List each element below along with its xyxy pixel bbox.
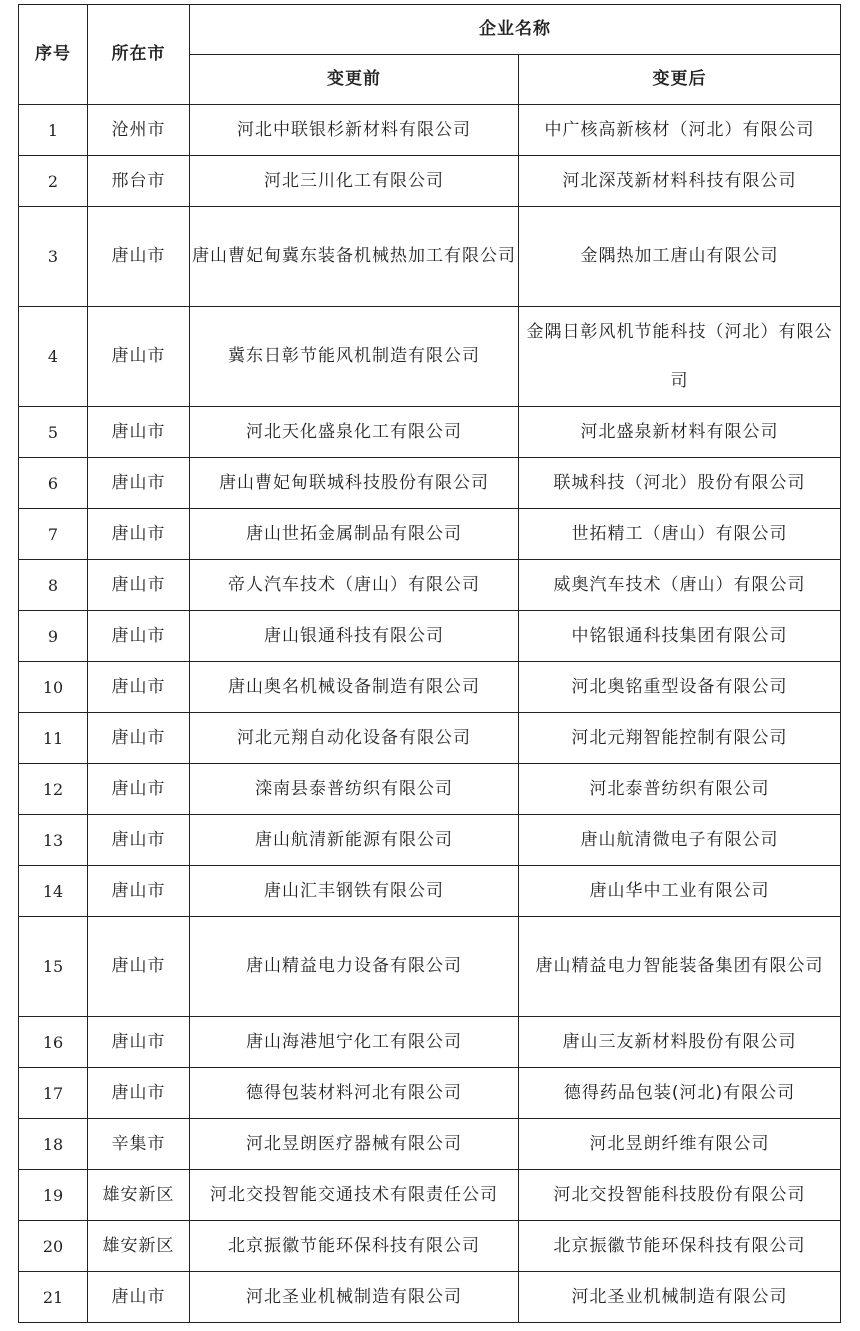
header-before: 变更前	[190, 55, 519, 105]
row-name-after: 河北圣业机械制造有限公司	[519, 1272, 841, 1323]
row-name-before: 滦南县泰普纺织有限公司	[190, 764, 519, 815]
table-row	[19, 307, 841, 407]
header-company-name: 企业名称	[190, 5, 841, 55]
row-number: 21	[19, 1272, 88, 1323]
row-name-before: 河北圣业机械制造有限公司	[190, 1272, 519, 1323]
row-name-before: 德得包装材料河北有限公司	[190, 1068, 519, 1119]
row-name-after: 河北深茂新材料科技有限公司	[519, 156, 841, 207]
table-header	[19, 5, 841, 105]
row-name-after: 河北昱朗纤维有限公司	[519, 1119, 841, 1170]
row-number: 2	[19, 156, 88, 207]
table-row	[19, 1119, 841, 1170]
table-row	[19, 917, 841, 1017]
row-name-after: 河北盛泉新材料有限公司	[519, 407, 841, 458]
row-number: 15	[19, 917, 88, 1017]
row-city: 唐山市	[88, 560, 190, 611]
row-name-before: 河北天化盛泉化工有限公司	[190, 407, 519, 458]
header-seq: 序号	[19, 5, 88, 105]
row-name-before: 唐山曹妃甸联城科技股份有限公司	[190, 458, 519, 509]
row-name-before: 唐山银通科技有限公司	[190, 611, 519, 662]
row-name-after: 世拓精工（唐山）有限公司	[519, 509, 841, 560]
table-row	[19, 1170, 841, 1221]
row-city: 唐山市	[88, 1068, 190, 1119]
row-name-before: 河北三川化工有限公司	[190, 156, 519, 207]
row-name-before: 唐山精益电力设备有限公司	[190, 917, 519, 1017]
row-number: 1	[19, 105, 88, 156]
row-number: 12	[19, 764, 88, 815]
table-row	[19, 764, 841, 815]
row-name-after: 中广核高新核材（河北）有限公司	[519, 105, 841, 156]
row-number: 5	[19, 407, 88, 458]
row-name-before: 河北昱朗医疗器械有限公司	[190, 1119, 519, 1170]
table-row	[19, 866, 841, 917]
row-name-after: 河北交投智能科技股份有限公司	[519, 1170, 841, 1221]
row-number: 6	[19, 458, 88, 509]
row-name-before: 唐山曹妃甸冀东装备机械热加工有限公司	[190, 207, 519, 307]
row-city: 邢台市	[88, 156, 190, 207]
row-number: 17	[19, 1068, 88, 1119]
row-name-before: 河北元翔自动化设备有限公司	[190, 713, 519, 764]
row-name-before: 唐山航清新能源有限公司	[190, 815, 519, 866]
header-after: 变更后	[519, 55, 841, 105]
row-city: 唐山市	[88, 458, 190, 509]
row-name-after: 中铭银通科技集团有限公司	[519, 611, 841, 662]
row-name-after: 唐山三友新材料股份有限公司	[519, 1017, 841, 1068]
row-name-after: 联城科技（河北）股份有限公司	[519, 458, 841, 509]
row-name-after: 威奥汽车技术（唐山）有限公司	[519, 560, 841, 611]
table-row	[19, 105, 841, 156]
row-city: 唐山市	[88, 1017, 190, 1068]
row-name-before: 帝人汽车技术（唐山）有限公司	[190, 560, 519, 611]
table-row	[19, 407, 841, 458]
table-row	[19, 156, 841, 207]
table-row	[19, 458, 841, 509]
row-name-before: 北京振徽节能环保科技有限公司	[190, 1221, 519, 1272]
row-city: 唐山市	[88, 407, 190, 458]
table-row	[19, 509, 841, 560]
row-number: 14	[19, 866, 88, 917]
row-number: 10	[19, 662, 88, 713]
row-number: 11	[19, 713, 88, 764]
row-name-after: 金隅日彰风机节能科技（河北）有限公司	[519, 307, 841, 407]
row-city: 唐山市	[88, 866, 190, 917]
table-row	[19, 611, 841, 662]
row-city: 雄安新区	[88, 1221, 190, 1272]
table-row	[19, 1017, 841, 1068]
row-city: 唐山市	[88, 815, 190, 866]
row-name-before: 唐山世拓金属制品有限公司	[190, 509, 519, 560]
row-name-before: 冀东日彰节能风机制造有限公司	[190, 307, 519, 407]
row-name-before: 唐山海港旭宁化工有限公司	[190, 1017, 519, 1068]
table-row	[19, 713, 841, 764]
row-name-before: 河北交投智能交通技术有限责任公司	[190, 1170, 519, 1221]
row-number: 9	[19, 611, 88, 662]
row-number: 13	[19, 815, 88, 866]
row-name-after: 河北元翔智能控制有限公司	[519, 713, 841, 764]
row-city: 唐山市	[88, 611, 190, 662]
row-name-after: 河北奥铭重型设备有限公司	[519, 662, 841, 713]
row-number: 7	[19, 509, 88, 560]
company-name-change-table	[18, 4, 841, 1323]
row-name-after: 河北泰普纺织有限公司	[519, 764, 841, 815]
row-number: 4	[19, 307, 88, 407]
row-city: 唐山市	[88, 662, 190, 713]
row-number: 18	[19, 1119, 88, 1170]
table-row	[19, 1221, 841, 1272]
table-row	[19, 560, 841, 611]
table-row	[19, 207, 841, 307]
row-name-after: 北京振徽节能环保科技有限公司	[519, 1221, 841, 1272]
table-row	[19, 662, 841, 713]
row-number: 8	[19, 560, 88, 611]
row-number: 3	[19, 207, 88, 307]
row-city: 沧州市	[88, 105, 190, 156]
row-city: 唐山市	[88, 509, 190, 560]
table-body	[19, 105, 841, 1323]
table-row	[19, 1272, 841, 1323]
row-name-after: 金隅热加工唐山有限公司	[519, 207, 841, 307]
row-name-after: 唐山华中工业有限公司	[519, 866, 841, 917]
row-name-before: 河北中联银杉新材料有限公司	[190, 105, 519, 156]
row-number: 19	[19, 1170, 88, 1221]
row-name-before: 唐山汇丰钢铁有限公司	[190, 866, 519, 917]
row-city: 辛集市	[88, 1119, 190, 1170]
row-city: 唐山市	[88, 764, 190, 815]
row-city: 雄安新区	[88, 1170, 190, 1221]
row-city: 唐山市	[88, 207, 190, 307]
row-number: 20	[19, 1221, 88, 1272]
row-city: 唐山市	[88, 307, 190, 407]
row-city: 唐山市	[88, 1272, 190, 1323]
header-city: 所在市	[88, 5, 190, 105]
row-name-after: 唐山精益电力智能装备集团有限公司	[519, 917, 841, 1017]
row-name-after: 唐山航清微电子有限公司	[519, 815, 841, 866]
table-container	[18, 4, 840, 1323]
table-row	[19, 815, 841, 866]
row-city: 唐山市	[88, 917, 190, 1017]
row-name-after: 德得药品包装(河北)有限公司	[519, 1068, 841, 1119]
row-number: 16	[19, 1017, 88, 1068]
table-row	[19, 1068, 841, 1119]
row-name-before: 唐山奥名机械设备制造有限公司	[190, 662, 519, 713]
row-city: 唐山市	[88, 713, 190, 764]
